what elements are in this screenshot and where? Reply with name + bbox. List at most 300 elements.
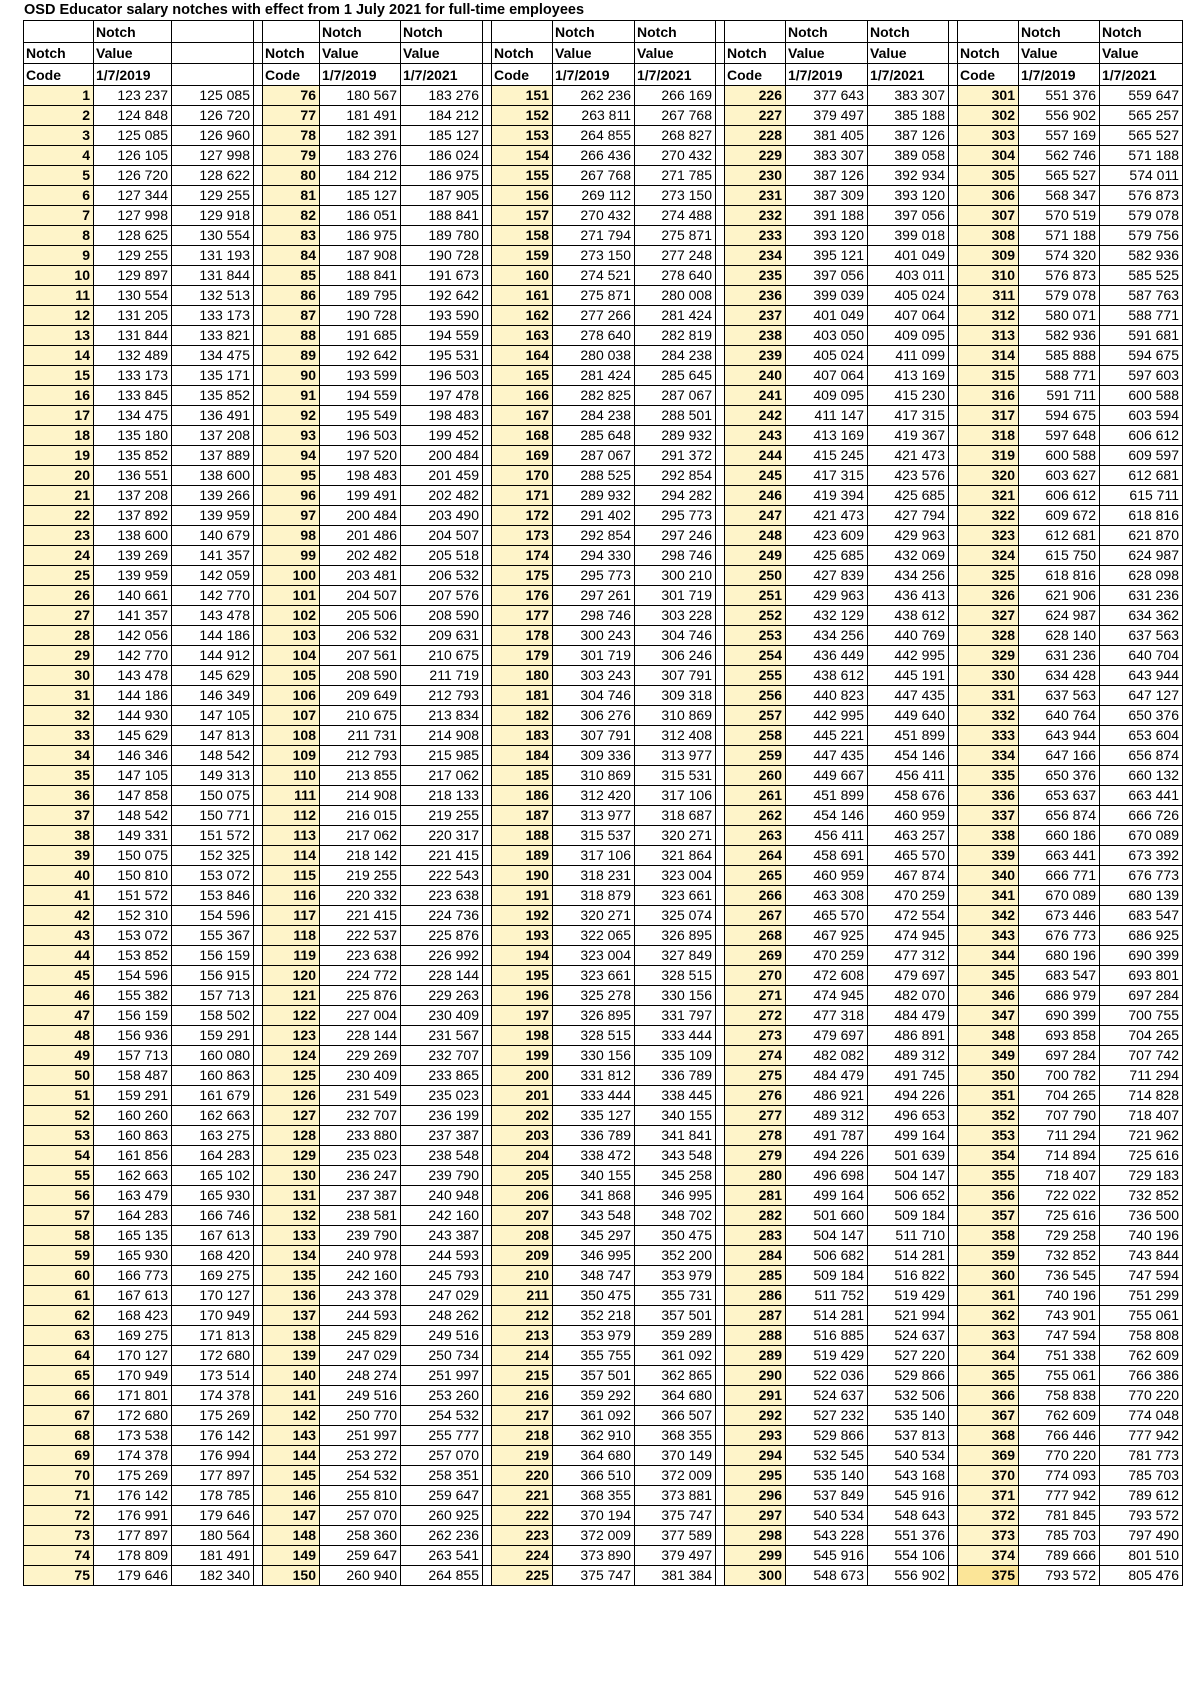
- notch-code-cell: 62: [24, 1305, 94, 1325]
- column-separator: [949, 545, 958, 565]
- notch-code-cell: 165: [492, 365, 553, 385]
- notch-value-2021-cell: 697 284: [1100, 985, 1183, 1005]
- notch-value-2019-cell: 524 637: [786, 1385, 868, 1405]
- notch-code-cell: 321: [958, 485, 1019, 505]
- notch-value-2019-cell: 568 347: [1019, 185, 1100, 205]
- notch-value-2021-cell: 141 357: [172, 545, 254, 565]
- notch-code-cell: 133: [263, 1225, 320, 1245]
- notch-code-cell: 281: [725, 1185, 786, 1205]
- notch-code-cell: 245: [725, 465, 786, 485]
- notch-value-2021-cell: 359 289: [635, 1325, 716, 1345]
- column-separator: [483, 865, 492, 885]
- notch-code-cell: 52: [24, 1105, 94, 1125]
- notch-value-2021-cell: 427 794: [868, 505, 949, 525]
- notch-code-cell: 195: [492, 965, 553, 985]
- notch-value-2021-cell: 460 959: [868, 805, 949, 825]
- notch-code-cell: 251: [725, 585, 786, 605]
- notch-value-2019-cell: 556 902: [1019, 105, 1100, 125]
- notch-value-2021-cell: 126 720: [172, 105, 254, 125]
- notch-code-cell: 336: [958, 785, 1019, 805]
- notch-value-2019-cell: 161 856: [94, 1145, 172, 1165]
- notch-value-2021-cell: 440 769: [868, 625, 949, 645]
- notch-value-2021-cell: 240 948: [401, 1185, 483, 1205]
- notch-value-2019-cell: 292 854: [553, 525, 635, 545]
- table-row: [24, 1565, 1183, 1585]
- notch-value-2019-cell: 168 423: [94, 1305, 172, 1325]
- notch-value-2021-cell: 177 897: [172, 1465, 254, 1485]
- notch-value-2019-cell: 335 127: [553, 1105, 635, 1125]
- notch-value-2019-cell: 218 142: [320, 845, 401, 865]
- notch-value-2021-cell: 451 899: [868, 725, 949, 745]
- notch-code-cell: 170: [492, 465, 553, 485]
- notch-code-cell: 193: [492, 925, 553, 945]
- notch-value-2021-cell: 381 384: [635, 1565, 716, 1585]
- notch-value-2019-cell: 529 866: [786, 1425, 868, 1445]
- column-separator: [254, 365, 263, 385]
- notch-value-2021-cell: 470 259: [868, 885, 949, 905]
- notch-value-2019-cell: 143 478: [94, 665, 172, 685]
- notch-value-2021-cell: 700 755: [1100, 1005, 1183, 1025]
- column-separator: [716, 425, 725, 445]
- notch-value-2019-cell: 158 487: [94, 1065, 172, 1085]
- column-separator: [716, 1265, 725, 1285]
- notch-value-2021-cell: 663 441: [1100, 785, 1183, 805]
- notch-value-2019-cell: 670 089: [1019, 885, 1100, 905]
- notch-code-cell: 234: [725, 245, 786, 265]
- notch-value-2019-cell: 170 949: [94, 1365, 172, 1385]
- notch-value-2021-cell: 387 126: [868, 125, 949, 145]
- notch-value-2021-cell: 415 230: [868, 385, 949, 405]
- column-separator: [254, 1045, 263, 1065]
- column-separator: [716, 1105, 725, 1125]
- notch-value-2019-cell: 147 105: [94, 765, 172, 785]
- notch-value-2021-cell: 643 944: [1100, 665, 1183, 685]
- table-row: [24, 1365, 1183, 1385]
- notch-value-2021-cell: 154 596: [172, 905, 254, 925]
- notch-value-2021-cell: 393 120: [868, 185, 949, 205]
- notch-code-cell: 222: [492, 1505, 553, 1525]
- notch-code-cell: 213: [492, 1325, 553, 1345]
- notch-value-2019-cell: 732 852: [1019, 1245, 1100, 1265]
- notch-value-2019-cell: 196 503: [320, 425, 401, 445]
- notch-value-2019-cell: 205 506: [320, 605, 401, 625]
- notch-value-2019-cell: 600 588: [1019, 445, 1100, 465]
- notch-code-cell: 256: [725, 685, 786, 705]
- header-value-2019: Notch: [786, 21, 868, 43]
- notch-value-2021-cell: 147 105: [172, 705, 254, 725]
- notch-code-cell: 332: [958, 705, 1019, 725]
- notch-value-2019-cell: 253 272: [320, 1445, 401, 1465]
- notch-value-2019-cell: 770 220: [1019, 1445, 1100, 1465]
- notch-value-2021-cell: 211 719: [401, 665, 483, 685]
- column-separator: [254, 125, 263, 145]
- notch-code-cell: 206: [492, 1185, 553, 1205]
- notch-value-2021-cell: 173 514: [172, 1365, 254, 1385]
- notch-value-2019-cell: 233 880: [320, 1125, 401, 1145]
- notch-code-cell: 308: [958, 225, 1019, 245]
- column-separator: [254, 265, 263, 285]
- notch-value-2019-cell: 169 275: [94, 1325, 172, 1345]
- notch-value-2019-cell: 454 146: [786, 805, 868, 825]
- column-separator: [716, 885, 725, 905]
- table-row: [24, 345, 1183, 365]
- notch-value-2021-cell: 543 168: [868, 1465, 949, 1485]
- notch-value-2019-cell: 190 728: [320, 305, 401, 325]
- notch-value-2021-cell: 161 679: [172, 1085, 254, 1105]
- notch-value-2019-cell: 145 629: [94, 725, 172, 745]
- column-separator: [483, 1305, 492, 1325]
- column-separator: [254, 185, 263, 205]
- notch-value-2021-cell: 591 681: [1100, 325, 1183, 345]
- notch-value-2021-cell: 150 075: [172, 785, 254, 805]
- column-separator: [254, 205, 263, 225]
- notch-value-2019-cell: 789 666: [1019, 1545, 1100, 1565]
- column-separator: [716, 42, 725, 64]
- column-separator: [483, 1205, 492, 1225]
- notch-code-cell: 20: [24, 465, 94, 485]
- notch-value-2019-cell: 288 525: [553, 465, 635, 485]
- notch-value-2021-cell: 159 291: [172, 1025, 254, 1045]
- notch-value-2019-cell: 300 243: [553, 625, 635, 645]
- notch-code-cell: 154: [492, 145, 553, 165]
- column-separator: [483, 305, 492, 325]
- notch-code-cell: 265: [725, 865, 786, 885]
- notch-code-cell: 306: [958, 185, 1019, 205]
- notch-value-2019-cell: 551 376: [1019, 85, 1100, 105]
- notch-code-cell: 210: [492, 1265, 553, 1285]
- notch-value-2021-cell: 181 491: [172, 1545, 254, 1565]
- notch-value-2021-cell: 325 074: [635, 905, 716, 925]
- column-separator: [483, 1105, 492, 1125]
- notch-value-2019-cell: 189 795: [320, 285, 401, 305]
- notch-value-2019-cell: 621 906: [1019, 585, 1100, 605]
- notch-value-2021-cell: 524 637: [868, 1325, 949, 1345]
- notch-value-2021-cell: 310 869: [635, 705, 716, 725]
- notch-value-2021-cell: 291 372: [635, 445, 716, 465]
- notch-value-2021-cell: 336 789: [635, 1065, 716, 1085]
- table-row: [24, 765, 1183, 785]
- notch-value-2019-cell: 429 963: [786, 585, 868, 605]
- column-separator: [254, 1285, 263, 1305]
- column-separator: [254, 42, 263, 64]
- column-separator: [949, 1225, 958, 1245]
- column-separator: [949, 1565, 958, 1585]
- notch-code-cell: 337: [958, 805, 1019, 825]
- column-separator: [716, 1045, 725, 1065]
- notch-code-cell: 205: [492, 1165, 553, 1185]
- notch-code-cell: 319: [958, 445, 1019, 465]
- notch-value-2021-cell: 284 238: [635, 345, 716, 365]
- column-separator: [254, 105, 263, 125]
- notch-value-2019-cell: 722 022: [1019, 1185, 1100, 1205]
- notch-value-2019-cell: 484 479: [786, 1065, 868, 1085]
- notch-value-2019-cell: 447 435: [786, 745, 868, 765]
- notch-code-cell: 368: [958, 1425, 1019, 1445]
- notch-value-2019-cell: 201 486: [320, 525, 401, 545]
- column-separator: [716, 225, 725, 245]
- table-row: [24, 505, 1183, 525]
- notch-code-cell: 176: [492, 585, 553, 605]
- notch-value-2019-cell: 249 516: [320, 1385, 401, 1405]
- column-separator: [716, 205, 725, 225]
- notch-value-2021-cell: 238 548: [401, 1145, 483, 1165]
- notch-value-2019-cell: 171 801: [94, 1385, 172, 1405]
- notch-code-cell: 254: [725, 645, 786, 665]
- notch-value-2021-cell: 207 576: [401, 585, 483, 605]
- table-row: [24, 1305, 1183, 1325]
- column-separator: [716, 925, 725, 945]
- column-separator: [716, 825, 725, 845]
- notch-value-2021-cell: 338 445: [635, 1085, 716, 1105]
- notch-value-2019-cell: 509 184: [786, 1265, 868, 1285]
- table-row: [24, 885, 1183, 905]
- notch-code-cell: 90: [263, 365, 320, 385]
- notch-value-2021-cell: 403 011: [868, 265, 949, 285]
- column-separator: [254, 785, 263, 805]
- notch-code-cell: 146: [263, 1485, 320, 1505]
- notch-value-2021-cell: 175 269: [172, 1405, 254, 1425]
- notch-value-2019-cell: 313 977: [553, 805, 635, 825]
- notch-code-cell: 269: [725, 945, 786, 965]
- notch-code-cell: 303: [958, 125, 1019, 145]
- table-row: [24, 1085, 1183, 1105]
- table-row: [24, 1545, 1183, 1565]
- column-separator: [254, 145, 263, 165]
- notch-value-2021-cell: 438 612: [868, 605, 949, 625]
- notch-value-2019-cell: 127 998: [94, 205, 172, 225]
- notch-code-cell: 49: [24, 1045, 94, 1065]
- notch-value-2019-cell: 653 637: [1019, 785, 1100, 805]
- notch-code-cell: 140: [263, 1365, 320, 1385]
- header-notch-code: Code: [958, 64, 1019, 86]
- notch-value-2021-cell: 494 226: [868, 1085, 949, 1105]
- notch-code-cell: 94: [263, 445, 320, 465]
- notch-value-2021-cell: 229 263: [401, 985, 483, 1005]
- column-separator: [716, 1205, 725, 1225]
- notch-value-2019-cell: 514 281: [786, 1305, 868, 1325]
- table-row: [24, 245, 1183, 265]
- notch-value-2019-cell: 259 647: [320, 1545, 401, 1565]
- header-value-2019: Value: [94, 42, 172, 64]
- notch-value-2019-cell: 395 121: [786, 245, 868, 265]
- notch-value-2019-cell: 532 545: [786, 1445, 868, 1465]
- notch-value-2019-cell: 368 355: [553, 1485, 635, 1505]
- notch-value-2021-cell: 458 676: [868, 785, 949, 805]
- column-separator: [483, 905, 492, 925]
- notch-code-cell: 219: [492, 1445, 553, 1465]
- notch-code-cell: 2: [24, 105, 94, 125]
- column-separator: [483, 545, 492, 565]
- notch-value-2021-cell: 364 680: [635, 1385, 716, 1405]
- notch-value-2021-cell: 777 942: [1100, 1425, 1183, 1445]
- table-row: [24, 1025, 1183, 1045]
- notch-code-cell: 50: [24, 1065, 94, 1085]
- notch-code-cell: 126: [263, 1085, 320, 1105]
- notch-value-2019-cell: 436 449: [786, 645, 868, 665]
- column-separator: [716, 1405, 725, 1425]
- notch-value-2021-cell: 345 258: [635, 1165, 716, 1185]
- column-separator: [254, 325, 263, 345]
- notch-value-2021-cell: 164 283: [172, 1145, 254, 1165]
- notch-value-2021-cell: 288 501: [635, 405, 716, 425]
- header-notch-code: [24, 21, 94, 43]
- column-separator: [949, 325, 958, 345]
- notch-value-2021-cell: 136 491: [172, 405, 254, 425]
- notch-value-2019-cell: 126 105: [94, 145, 172, 165]
- notch-value-2019-cell: 301 719: [553, 645, 635, 665]
- notch-code-cell: 233: [725, 225, 786, 245]
- column-separator: [949, 885, 958, 905]
- column-separator: [716, 685, 725, 705]
- notch-value-2019-cell: 714 894: [1019, 1145, 1100, 1165]
- notch-code-cell: 315: [958, 365, 1019, 385]
- notch-value-2019-cell: 345 297: [553, 1225, 635, 1245]
- notch-value-2021-cell: 143 478: [172, 605, 254, 625]
- notch-value-2021-cell: 245 793: [401, 1265, 483, 1285]
- notch-value-2019-cell: 333 444: [553, 1085, 635, 1105]
- notch-value-2019-cell: 516 885: [786, 1325, 868, 1345]
- notch-code-cell: 258: [725, 725, 786, 745]
- notch-code-cell: 174: [492, 545, 553, 565]
- column-separator: [949, 1025, 958, 1045]
- notch-value-2019-cell: 338 472: [553, 1145, 635, 1165]
- notch-value-2021-cell: 579 756: [1100, 225, 1183, 245]
- notch-value-2019-cell: 315 537: [553, 825, 635, 845]
- notch-value-2021-cell: 267 768: [635, 105, 716, 125]
- column-separator: [254, 605, 263, 625]
- notch-value-2021-cell: 280 008: [635, 285, 716, 305]
- notch-value-2021-cell: 401 049: [868, 245, 949, 265]
- notch-code-cell: 310: [958, 265, 1019, 285]
- notch-value-2019-cell: 330 156: [553, 1045, 635, 1065]
- notch-value-2019-cell: 142 770: [94, 645, 172, 665]
- notch-value-2019-cell: 341 868: [553, 1185, 635, 1205]
- notch-value-2021-cell: 248 262: [401, 1305, 483, 1325]
- notch-value-2019-cell: 545 916: [786, 1545, 868, 1565]
- notch-value-2019-cell: 700 782: [1019, 1065, 1100, 1085]
- notch-value-2021-cell: 707 742: [1100, 1045, 1183, 1065]
- notch-code-cell: 333: [958, 725, 1019, 745]
- column-separator: [949, 525, 958, 545]
- notch-value-2021-cell: 250 734: [401, 1345, 483, 1365]
- notch-value-2021-cell: 423 576: [868, 465, 949, 485]
- notch-code-cell: 212: [492, 1305, 553, 1325]
- notch-value-2021-cell: 732 852: [1100, 1185, 1183, 1205]
- notch-value-2021-cell: 225 876: [401, 925, 483, 945]
- notch-code-cell: 275: [725, 1065, 786, 1085]
- notch-value-2019-cell: 440 823: [786, 685, 868, 705]
- column-separator: [716, 905, 725, 925]
- column-separator: [716, 265, 725, 285]
- notch-code-cell: 283: [725, 1225, 786, 1245]
- notch-code-cell: 282: [725, 1205, 786, 1225]
- notch-value-2019-cell: 336 789: [553, 1125, 635, 1145]
- table-row: [24, 1185, 1183, 1205]
- notch-code-cell: 359: [958, 1245, 1019, 1265]
- notch-value-2019-cell: 176 142: [94, 1485, 172, 1505]
- notch-value-2019-cell: 291 402: [553, 505, 635, 525]
- column-separator: [254, 945, 263, 965]
- column-separator: [716, 585, 725, 605]
- header-value-2021: 1/7/2021: [401, 64, 483, 86]
- notch-value-2019-cell: 580 071: [1019, 305, 1100, 325]
- notch-value-2019-cell: 660 186: [1019, 825, 1100, 845]
- notch-value-2021-cell: 353 979: [635, 1265, 716, 1285]
- notch-code-cell: 58: [24, 1225, 94, 1245]
- notch-code-cell: 320: [958, 465, 1019, 485]
- notch-value-2021-cell: 666 726: [1100, 805, 1183, 825]
- notch-value-2019-cell: 310 869: [553, 765, 635, 785]
- notch-value-2019-cell: 460 959: [786, 865, 868, 885]
- notch-value-2021-cell: 235 023: [401, 1085, 483, 1105]
- table-row: [24, 925, 1183, 945]
- header-value-2019: 1/7/2019: [1019, 64, 1100, 86]
- column-separator: [254, 1485, 263, 1505]
- notch-value-2019-cell: 210 675: [320, 705, 401, 725]
- notch-value-2021-cell: 340 155: [635, 1105, 716, 1125]
- notch-value-2019-cell: 377 643: [786, 85, 868, 105]
- notch-value-2019-cell: 175 269: [94, 1465, 172, 1485]
- notch-value-2019-cell: 411 147: [786, 405, 868, 425]
- table-row: [24, 785, 1183, 805]
- column-separator: [949, 1245, 958, 1265]
- table-row: [24, 1285, 1183, 1305]
- notch-value-2021-cell: 215 985: [401, 745, 483, 765]
- notch-value-2019-cell: 195 549: [320, 405, 401, 425]
- column-separator: [254, 545, 263, 565]
- notch-code-cell: 255: [725, 665, 786, 685]
- notch-value-2019-cell: 224 772: [320, 965, 401, 985]
- notch-code-cell: 260: [725, 765, 786, 785]
- notch-code-cell: 51: [24, 1085, 94, 1105]
- column-separator: [483, 1005, 492, 1025]
- column-separator: [254, 865, 263, 885]
- column-separator: [483, 405, 492, 425]
- notch-value-2021-cell: 758 808: [1100, 1325, 1183, 1345]
- notch-code-cell: 316: [958, 385, 1019, 405]
- notch-code-cell: 109: [263, 745, 320, 765]
- notch-code-cell: 339: [958, 845, 1019, 865]
- notch-value-2021-cell: 220 317: [401, 825, 483, 845]
- notch-value-2019-cell: 340 155: [553, 1165, 635, 1185]
- notch-value-2021-cell: 576 873: [1100, 185, 1183, 205]
- column-separator: [254, 21, 263, 43]
- notch-value-2019-cell: 146 346: [94, 745, 172, 765]
- notch-code-cell: 147: [263, 1505, 320, 1525]
- table-row: [24, 465, 1183, 485]
- notch-code-cell: 277: [725, 1105, 786, 1125]
- notch-code-cell: 149: [263, 1545, 320, 1565]
- column-separator: [483, 1245, 492, 1265]
- notch-value-2019-cell: 223 638: [320, 945, 401, 965]
- notch-value-2021-cell: 399 018: [868, 225, 949, 245]
- notch-value-2021-cell: 509 184: [868, 1205, 949, 1225]
- notch-value-2021-cell: 751 299: [1100, 1285, 1183, 1305]
- column-separator: [254, 1465, 263, 1485]
- column-separator: [716, 1125, 725, 1145]
- notch-value-2019-cell: 618 816: [1019, 565, 1100, 585]
- notch-value-2021-cell: 271 785: [635, 165, 716, 185]
- notch-value-2019-cell: 219 255: [320, 865, 401, 885]
- notch-value-2019-cell: 135 852: [94, 445, 172, 465]
- notch-code-cell: 88: [263, 325, 320, 345]
- table-row: [24, 185, 1183, 205]
- header-value-2021: 1/7/2021: [635, 64, 716, 86]
- column-separator: [483, 1485, 492, 1505]
- notch-code-cell: 242: [725, 405, 786, 425]
- notch-code-cell: 56: [24, 1185, 94, 1205]
- table-row: [24, 365, 1183, 385]
